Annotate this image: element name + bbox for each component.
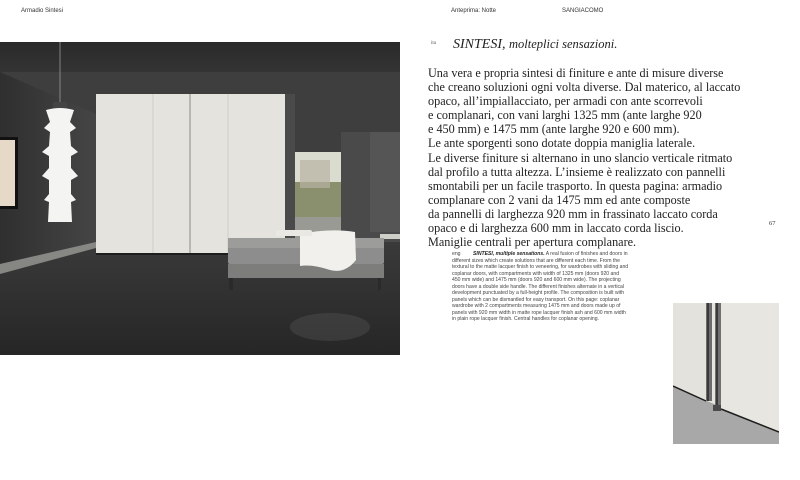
detail-photo-handle [673, 303, 779, 444]
italian-title-lead: SINTESI, [453, 37, 506, 52]
english-title: SINTESI, multiple sensations. [473, 251, 545, 257]
italian-line: complanare con 2 vani da 1475 mm ed ante composte [428, 192, 691, 207]
handle-illustration [673, 303, 779, 444]
header-preview-label: Anteprima: Notte [451, 8, 497, 14]
room-illustration [0, 42, 400, 355]
english-line: wardrobe with 2 compartments measuring 1475 mm and doors made up of [452, 303, 621, 310]
italian-line: e 450 mm) e 1475 mm (ante larghe 920 e 600 mm). [428, 122, 680, 137]
italian-line: opaco, all’impiallacciato, per armadi con ante scorrevoli [428, 94, 703, 109]
main-photo-wardrobe-room [0, 42, 400, 355]
header-section-title: Armadio Sintesi [21, 8, 64, 14]
english-line: panels which can be dismantled for easy transport. On this page: coplanar [452, 296, 620, 303]
italian-title-rest: molteplici sensazioni. [509, 37, 618, 51]
english-line: coplanar doors, with compartments with width of 1325 mm (doors 920 and [452, 270, 620, 277]
italian-line: Una vera e propria sintesi di finiture e ante di misure diverse [428, 66, 724, 80]
italian-line: Le ante sporgenti sono dotate doppia maniglia laterale. [428, 136, 696, 151]
english-line: in plain rope lacquer finish. Central handles for coplanar opening. [452, 316, 599, 323]
italian-line: e complanari, con vani larghi 1325 mm (ante larghe 920 [428, 108, 702, 123]
page-number: 67 [769, 220, 776, 227]
italian-line: dal profilo a tutta altezza. L’insieme è realizzato con pannelli [428, 164, 726, 179]
english-language-tag: eng [452, 251, 461, 257]
english-line: doors have a double side handle. The different finishes alternate in a vertical [452, 283, 624, 290]
english-line: development punctuated by a full-height profile. The composition is built with [452, 290, 625, 297]
italian-line: smontabili per un facile trasporto. In questa pagina: armadio [428, 178, 723, 193]
italian-line: opaco e di larghezza 600 mm in laccato corda liscio. [428, 221, 684, 236]
italian-title [453, 37, 617, 53]
italian-line: Le diverse finiture si alternano in uno slancio verticale ritmato [428, 150, 733, 165]
italian-line: Maniglie centrali per apertura complanare. [428, 235, 637, 250]
italian-body [428, 66, 778, 249]
english-line: different sizes which create solutions that are different each time. From the [452, 257, 620, 264]
italian-line: che creano soluzioni ogni volta diverse. Dal materico, al laccato [428, 80, 741, 95]
english-first-line-rest: A real fusion of finishes and doors in [544, 251, 628, 257]
english-line: panels with 920 mm width in matte rope lacquer finish ash and 600 mm width [452, 309, 626, 316]
english-body [452, 251, 660, 323]
english-line: 450 mm wide) and 1475 mm (doors 920 and 600 mm wide). The projecting [452, 277, 621, 284]
header-brand: SANGIACOMO [562, 8, 604, 14]
english-line: textural to the matte lacquer finish to veneering, for wardrobes with sliding and [452, 264, 629, 271]
italian-line: da pannelli di larghezza 920 mm in frassinato laccato corda [428, 206, 718, 221]
italian-language-tag: ita [431, 41, 436, 46]
